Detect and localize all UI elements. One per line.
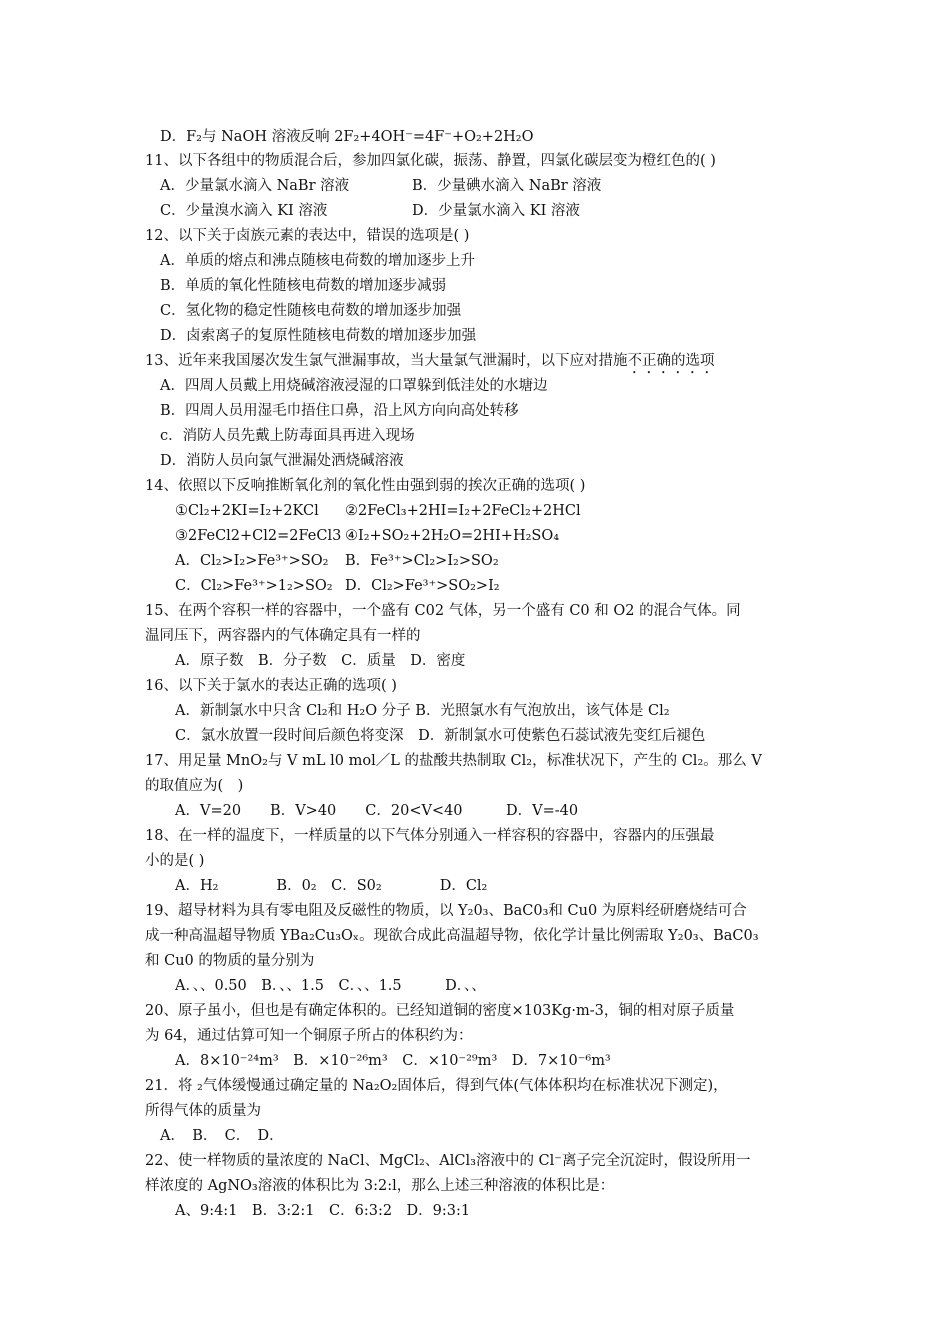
q12-option-d: D．卤索离子的复原性随核电荷数的增加逐步加强 — [160, 328, 477, 344]
q14-reaction-4: ④I₂+SO₂+2H₂O=2HI+H₂SO₄ — [345, 528, 560, 544]
question-17: 17、用足量 MnO₂与 V mL l0 mol／L 的盐酸共热制取 Cl₂，标准状况下，产生的 Cl₂。那么 V — [145, 753, 762, 769]
q14-option-d: D．Cl₂>Fe³⁺>SO₂>I₂ — [345, 578, 500, 594]
question-19-cont: 成一种高温超导物质 YBa₂Cu₃Oₓ。现欲合成此高温超导物，依化学计量比例需取 Y₂0₃、BaC0₃ — [145, 928, 759, 944]
question-17-cont: 的取值应为( ) — [145, 778, 244, 794]
q12-option-c: C．氢化物的稳定性随核电荷数的增加逐步加强 — [160, 303, 462, 319]
question-18: 18、在一样的温度下，一样质量的以下气体分别通入一样容积的容器中，容器内的压强最 — [145, 828, 715, 844]
q19-options: A．、、0.50 B．、、1.5 C．、、1.5 D．、、 — [175, 978, 486, 994]
q11-option-c: C．少量溴水滴入 KI 溶液 — [160, 203, 328, 219]
q11-option-b: B．少量碘水滴入 NaBr 溶液 — [412, 178, 602, 194]
q13-option-a: A．四周人员戴上用烧碱溶液浸湿的口罩躲到低洼处的水塘边 — [160, 378, 548, 394]
question-22-cont: 样浓度的 AgNO₃溶液的体积比为 3:2:l，那么上述三种溶液的体积比是： — [145, 1178, 615, 1194]
question-16: 16、以下关于氯水的表达正确的选项( ) — [145, 678, 397, 694]
q13-emphasis: 不正确的选项 — [627, 353, 715, 369]
q18-options: A．H₂ B．0₂ C．S0₂ D．Cl₂ — [175, 878, 488, 894]
question-13 — [145, 351, 714, 377]
q13-option-c: c．消防人员先戴上防毒面具再进入现场 — [160, 428, 415, 444]
q16-options-ab: A．新制氯水中只含 Cl₂和 H₂O 分子 B．光照氯水有气泡放出，该气体是 Cl₂ — [175, 703, 670, 719]
question-18-cont: 小的是( ) — [145, 853, 205, 869]
q15-options: A．原子数 B．分子数 C．质量 D．密度 — [175, 653, 466, 669]
q14-reaction-1: ①Cl₂+2KI=I₂+2KCl — [175, 503, 319, 519]
question-15-cont: 温同压下，两容器内的气体确定具有一样的 — [145, 628, 421, 644]
q14-option-b: B．Fe³⁺>Cl₂>I₂>SO₂ — [345, 553, 499, 569]
q14-option-c: C．Cl₂>Fe³⁺>1₂>SO₂ — [175, 578, 333, 594]
q14-reaction-3: ③2FeCl2+Cl2=2FeCl3 — [175, 528, 342, 544]
question-22: 22、使一样物质的量浓度的 NaCl、MgCl₂、AlCl₃溶液中的 Cl⁻离子完全沉淀时，假设所用一 — [145, 1153, 751, 1169]
q11-option-a: A．少量氯水滴入 NaBr 溶液 — [160, 178, 350, 194]
q10-option-d: D．F₂与 NaOH 溶液反响 2F₂+4OH⁻=4F⁻+O₂+2H₂O — [160, 129, 534, 145]
question-21: 21．将 ₂气体缓慢通过确定量的 Na₂O₂固体后，得到气体(气体体积均在标准状况下测定)， — [145, 1078, 728, 1094]
question-20: 20、原子虽小，但也是有确定体积的。已经知道铜的密度×103Kg·m-3，铜的相对原子质量 — [145, 1003, 735, 1019]
q14-option-a: A．Cl₂>I₂>Fe³⁺>SO₂ — [175, 553, 329, 569]
question-21-cont: 所得气体的质量为 — [145, 1103, 261, 1119]
question-20-cont: 为 64，通过估算可知一个铜原子所占的体积约为： — [145, 1028, 473, 1044]
question-15: 15、在两个容积一样的容器中，一个盛有 C02 气体，另一个盛有 C0 和 O2 的混合气体。同 — [145, 603, 741, 619]
q13-option-d: D．消防人员向氯气泄漏处洒烧碱溶液 — [160, 453, 404, 469]
q21-options: A． B． C． D． — [160, 1128, 284, 1144]
q13-text: 13、近年来我国屡次发生氯气泄漏事故，当大量氯气泄漏时，以下应对措施 — [145, 353, 628, 369]
question-19: 19、超导材料为具有零电阻及反磁性的物质，以 Y₂0₃、BaC0₃和 Cu0 为原料经研磨烧结可合 — [145, 903, 747, 919]
question-14: 14、依照以下反响推断氧化剂的氧化性由强到弱的挨次正确的选项( ) — [145, 478, 586, 494]
question-12: 12、以下关于卤族元素的表达中，错误的选项是( ) — [145, 228, 470, 244]
q11-option-d: D．少量氯水滴入 KI 溶液 — [412, 203, 580, 219]
question-11: 11、以下各组中的物质混合后，参加四氯化碳，振荡、静置，四氯化碳层变为橙红色的( ) — [145, 153, 716, 169]
q14-reaction-2: ②2FeCl₃+2HI=I₂+2FeCl₂+2HCl — [345, 503, 581, 519]
q17-options: A．V=20 B．V>40 C．20<V<40 D．V=-40 — [175, 803, 579, 819]
q13-option-b: B．四周人员用湿毛巾捂住口鼻，沿上风方向向高处转移 — [160, 403, 519, 419]
q16-options-cd: C．氯水放置一段时间后颜色将变深 D．新制氯水可使紫色石蕊试液先变红后褪色 — [175, 728, 706, 744]
q20-options: A．8×10⁻²⁴m³ B．×10⁻²⁶m³ C．×10⁻²⁹m³ D．7×10⁻⁶m³ — [175, 1053, 611, 1069]
q12-option-a: A．单质的熔点和沸点随核电荷数的增加逐步上升 — [160, 253, 475, 269]
q12-option-b: B．单质的氧化性随核电荷数的增加逐步减弱 — [160, 278, 447, 294]
q22-options: A、9:4:1 B．3:2:1 C．6:3:2 D．9:3:1 — [175, 1203, 471, 1219]
question-19-cont2: 和 Cu0 的物质的量分别为 — [145, 953, 315, 969]
